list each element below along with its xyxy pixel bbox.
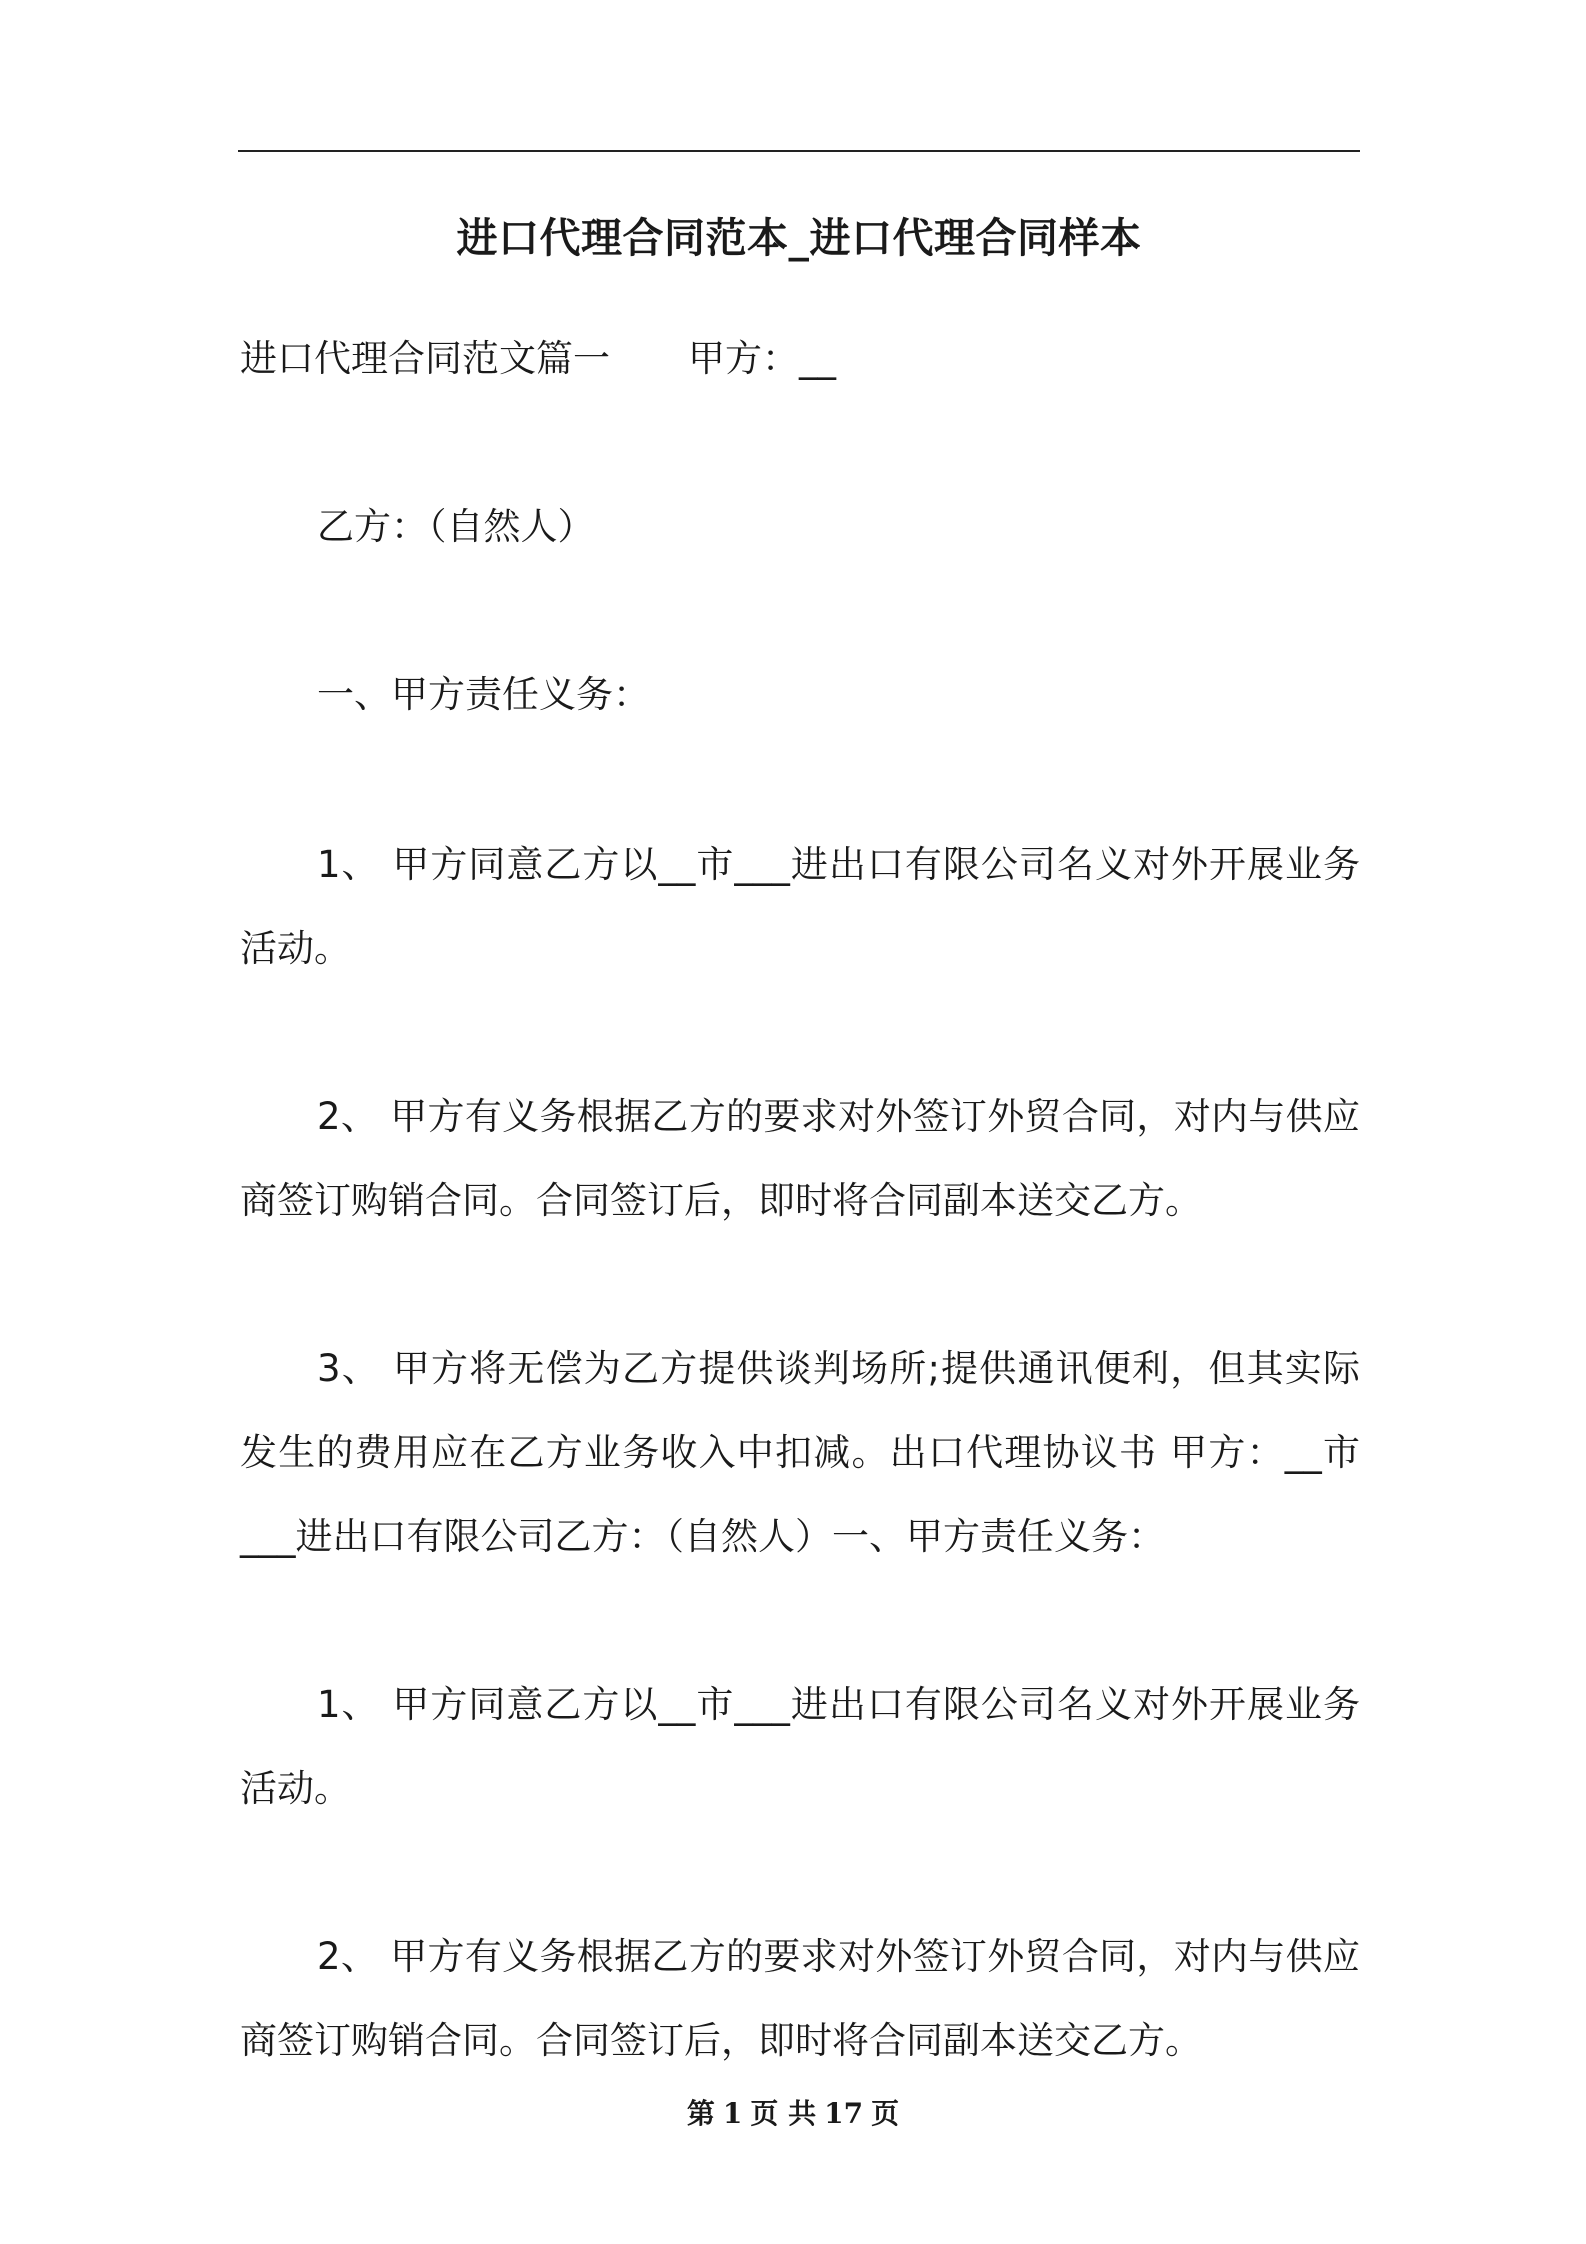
paragraph-line: 1、 甲方同意乙方以__市___进出口有限公司名义对外开展业务 <box>317 843 1360 886</box>
paragraph-line: 发生的费用应在乙方业务收入中扣减。出口代理协议书 甲方：__市 <box>240 1431 1360 1474</box>
document-title: 进口代理合同范本_进口代理合同样本 <box>456 214 1142 262</box>
paragraph-line: ___进出口有限公司乙方：（自然人）一、甲方责任义务： <box>240 1515 1165 1558</box>
section-heading: 进口代理合同范文篇一 <box>240 337 610 380</box>
total-pages-number: 17 <box>824 2097 864 2130</box>
paragraph-line: 2、 甲方有义务根据乙方的要求对外签订外贸合同，对内与供应 <box>317 1095 1360 1138</box>
paragraph-line: 2、 甲方有义务根据乙方的要求对外签订外贸合同，对内与供应 <box>317 1935 1360 1978</box>
footer-prefix: 第 <box>686 2097 715 2130</box>
current-page-number: 1 <box>722 2097 743 2130</box>
paragraph-line: 活动。 <box>240 1767 351 1810</box>
heading-line <box>240 334 1360 384</box>
party-a-line: 甲方：__ <box>688 337 836 380</box>
paragraph-line: 3、 甲方将无偿为乙方提供谈判场所;提供通讯便利，但其实际 <box>317 1347 1360 1390</box>
party-b-line: 乙方：（自然人） <box>317 505 595 548</box>
footer-suffix: 页 <box>871 2097 900 2130</box>
header-rule <box>238 150 1360 152</box>
paragraph-line: 1、 甲方同意乙方以__市___进出口有限公司名义对外开展业务 <box>317 1683 1360 1726</box>
paragraph-line: 活动。 <box>240 927 351 970</box>
page-footer <box>0 2094 1586 2134</box>
paragraph-line: 商签订购销合同。合同签订后，即时将合同副本送交乙方。 <box>240 1179 1202 1222</box>
footer-middle: 页 共 <box>750 2097 817 2130</box>
section-heading-duties: 一、甲方责任义务： <box>317 673 650 716</box>
paragraph-line: 商签订购销合同。合同签订后，即时将合同副本送交乙方。 <box>240 2019 1202 2062</box>
